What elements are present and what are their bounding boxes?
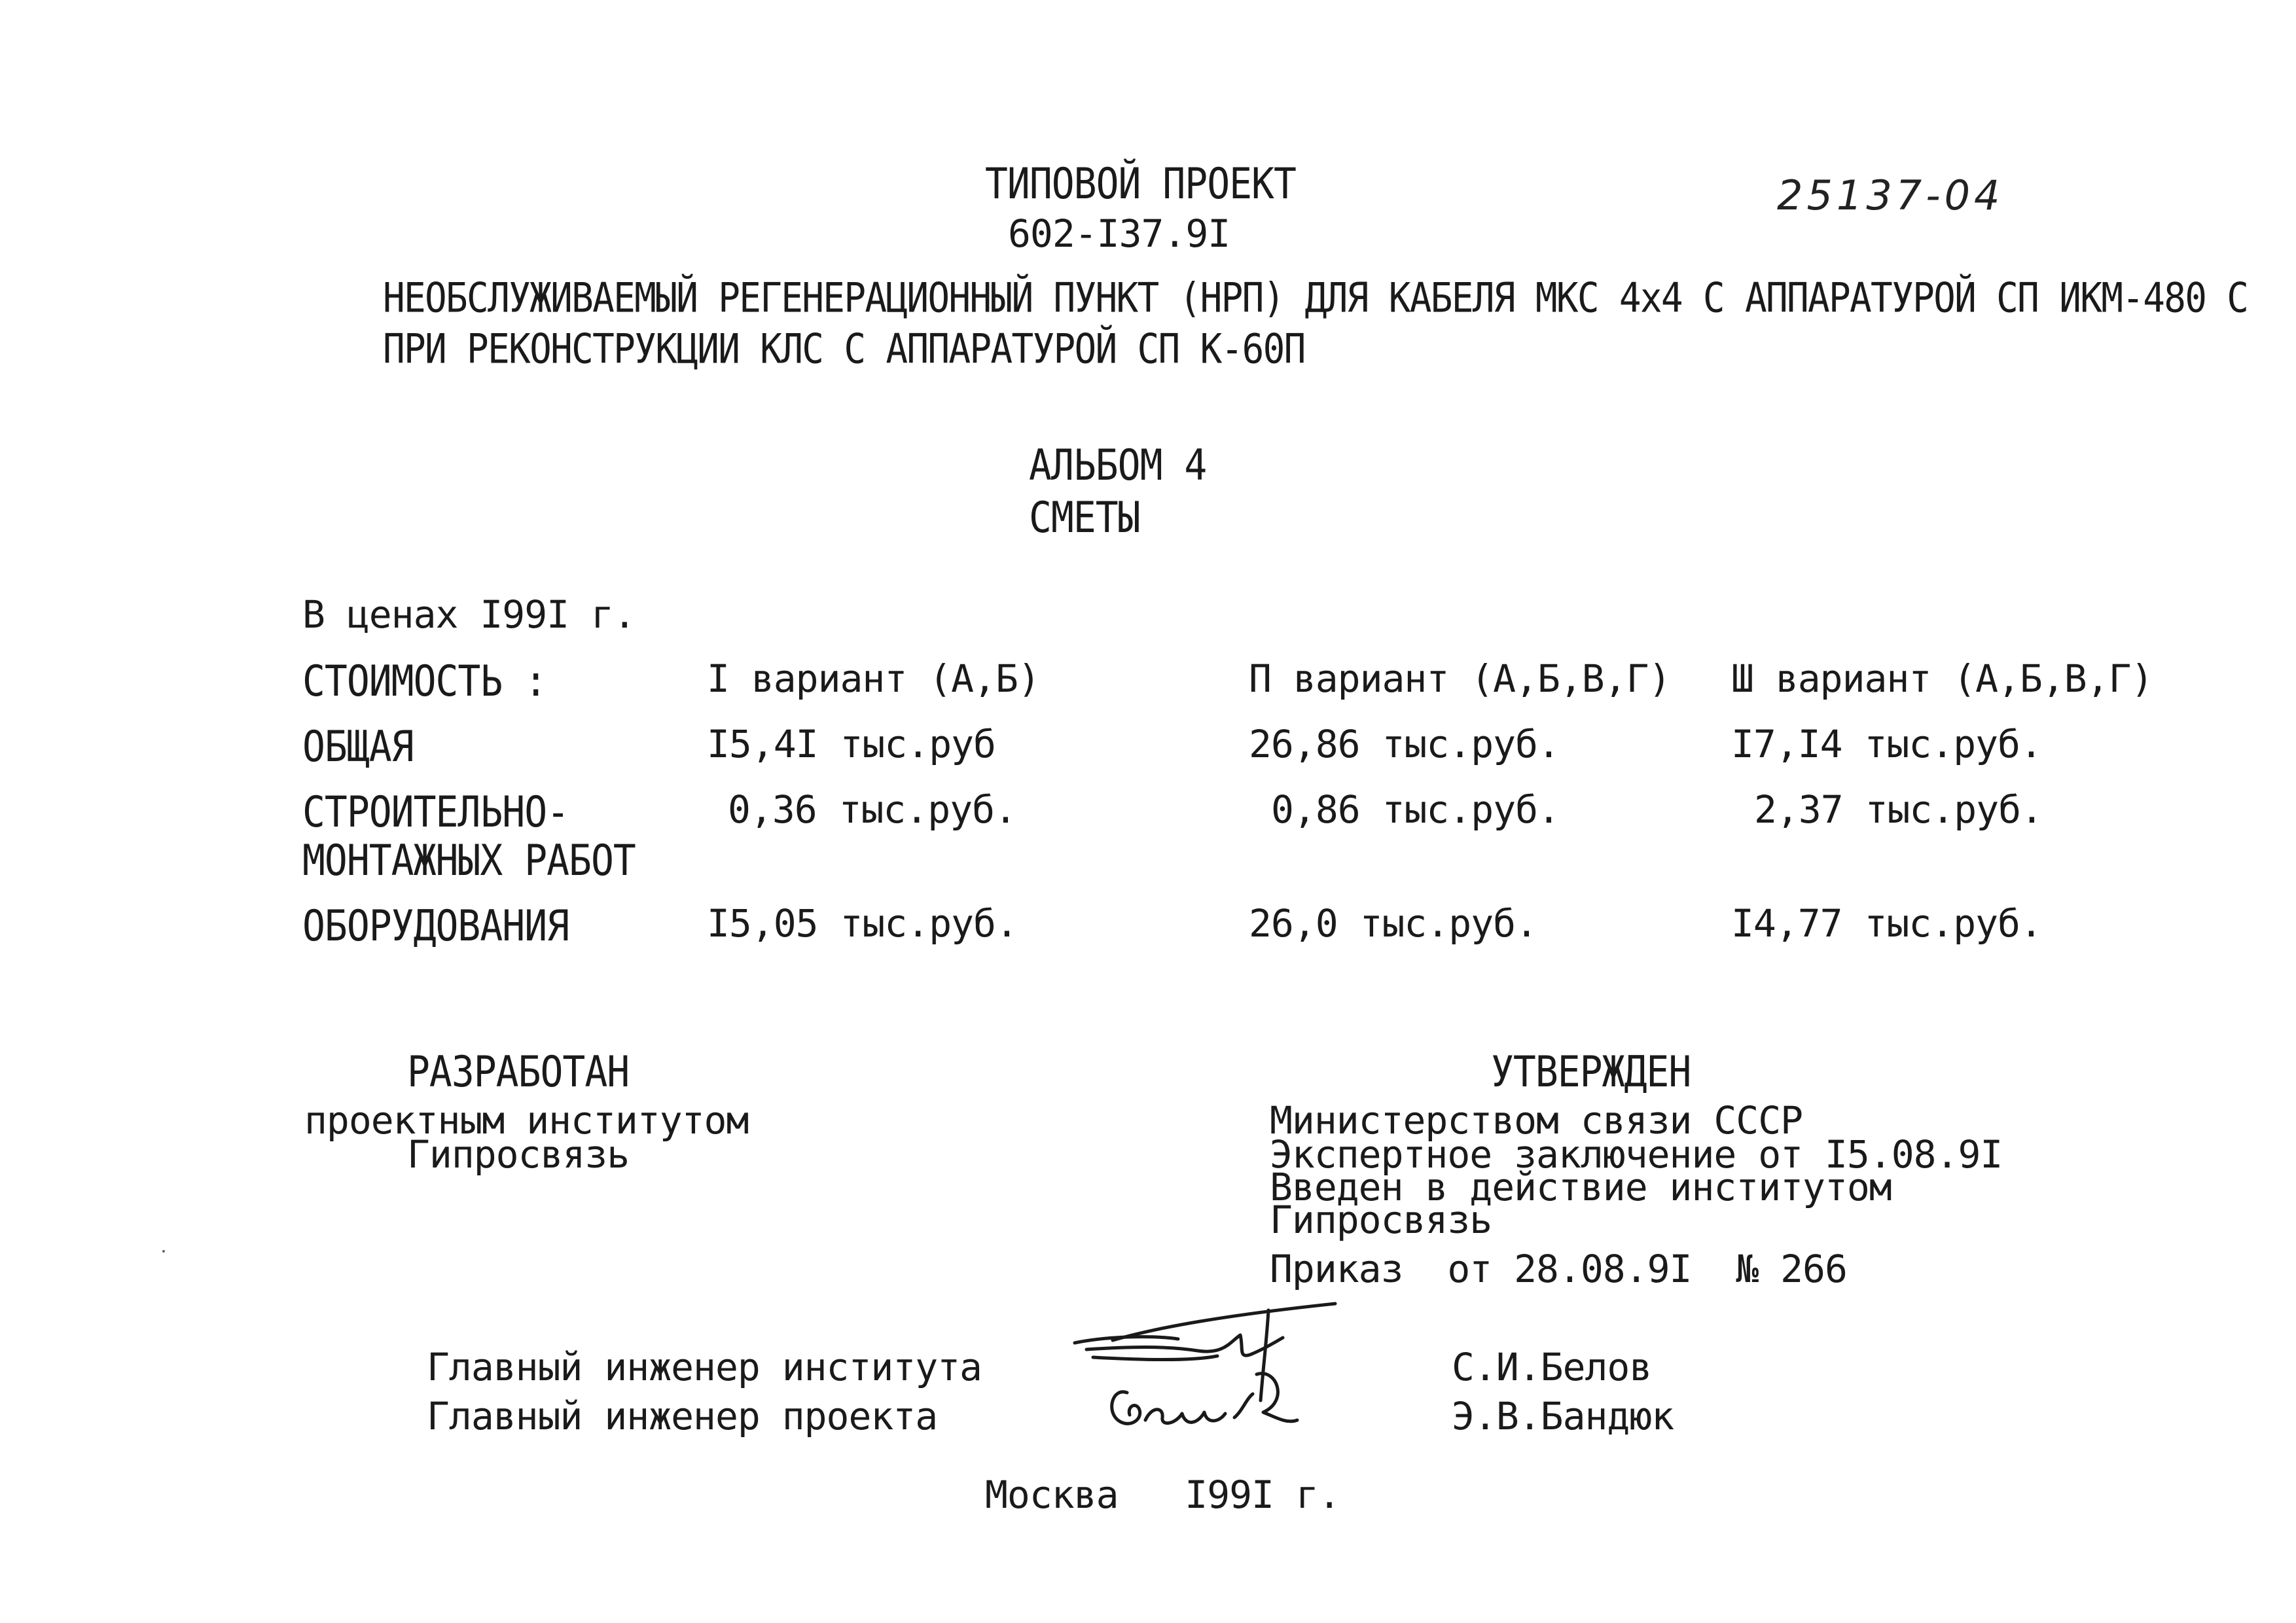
signature-name-project: Э.В.Бандюк xyxy=(1452,1394,1674,1438)
approval-order: Приказ от 28.08.9I № 266 xyxy=(1270,1247,1847,1291)
approved-line1: Министерством связи СССР xyxy=(1270,1098,1803,1143)
project-number: 602-I37.9I xyxy=(1008,211,1230,256)
developed-heading: РАЗРАБОТАН xyxy=(407,1046,630,1097)
footer-place-year: Москва I99I г. xyxy=(985,1472,1340,1517)
developed-line1: проектным институтом xyxy=(304,1098,749,1143)
archive-number: 25137-04 xyxy=(1777,171,2004,219)
cost-table-header-variant2: П вариант (А,Б,В,Г) xyxy=(1249,656,1671,701)
album-name: СМЕТЫ xyxy=(1029,492,1140,543)
row-value-variant3: I4,77 тыс.руб. xyxy=(1731,901,2042,946)
row-value-variant2: 26,86 тыс.руб. xyxy=(1249,722,1560,766)
row-value-variant2: 26,0 тыс.руб. xyxy=(1249,901,1537,946)
approved-line3: Введен в действие институтом xyxy=(1270,1165,1892,1209)
row-label-continued: МОНТАЖНЫХ РАБОТ xyxy=(302,835,636,885)
approved-line2: Экспертное заключение от I5.08.9I xyxy=(1270,1132,2003,1177)
album-number: АЛЬБОМ 4 xyxy=(1029,440,1207,490)
row-value-variant1: I5,05 тыс.руб. xyxy=(707,901,1018,946)
approved-heading: УТВЕРЖДЕН xyxy=(1491,1046,1691,1097)
row-value-variant2: 0,86 тыс.руб. xyxy=(1271,787,1560,832)
row-label: ОБОРУДОВАНИЯ xyxy=(302,901,569,951)
row-label: ОБЩАЯ xyxy=(302,721,414,772)
project-type: ТИПОВОЙ ПРОЕКТ xyxy=(985,158,1296,209)
row-value-variant3: 2,37 тыс.руб. xyxy=(1754,787,2043,832)
approved-line4: Гипросвязь xyxy=(1270,1198,1492,1242)
scan-speck xyxy=(162,1250,165,1253)
document-title-line1: НЕОБСЛУЖИВАЕМЫЙ РЕГЕНЕРАЦИОННЫЙ ПУНКТ (НРП) ДЛЯ КАБЕЛЯ МКС 4х4 С АППАРАТУРОЙ СП ИКМ-480 С xyxy=(383,274,2248,323)
developed-line2: Гипросвязь xyxy=(407,1132,630,1177)
handwritten-signatures xyxy=(1067,1296,1355,1453)
row-value-variant1: 0,36 тыс.руб. xyxy=(728,787,1016,832)
cost-table-header-variant1: I вариант (А,Б) xyxy=(707,656,1040,701)
signature-role-project: Главный инженер проекта xyxy=(427,1394,938,1438)
row-value-variant1: I5,4I тыс.руб xyxy=(707,722,996,766)
prices-note: В ценах I99I г. xyxy=(302,592,636,637)
cost-table-header-variant3: Ш вариант (А,Б,В,Г) xyxy=(1731,656,2153,701)
document-title-line2: ПРИ РЕКОНСТРУКЦИИ КЛС С АППАРАТУРОЙ СП К-60П xyxy=(383,325,1305,374)
cost-table-header-label: СТОИМОСТЬ : xyxy=(302,656,547,706)
row-value-variant3: I7,I4 тыс.руб. xyxy=(1731,722,2042,766)
signature-name-institute: С.И.Белов xyxy=(1452,1345,1652,1389)
row-label: СТРОИТЕЛЬНО- xyxy=(302,787,569,837)
signature-role-institute: Главный инженер института xyxy=(427,1345,982,1389)
